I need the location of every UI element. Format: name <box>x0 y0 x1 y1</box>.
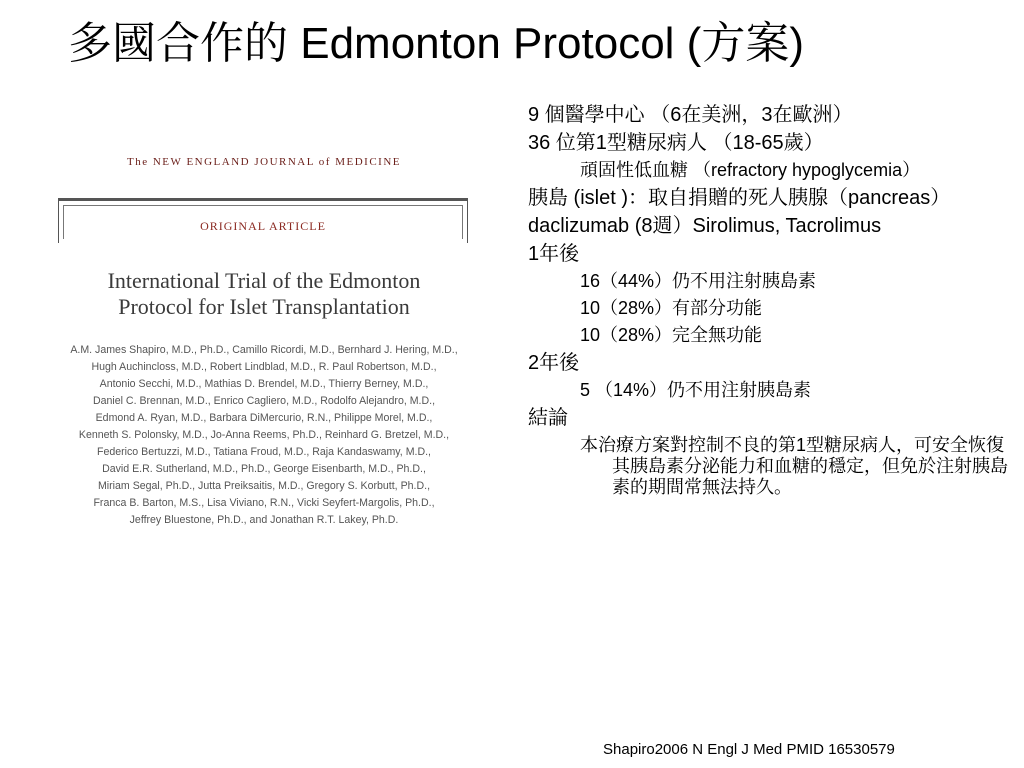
article-section-box-inner <box>63 205 463 239</box>
author-line: Jeffrey Bluestone, Ph.D., and Jonathan R.T. Lakey, Ph.D. <box>129 514 399 526</box>
sub-bullet-item: 10（28%）完全無功能 <box>580 325 763 345</box>
slide-title: 多國合作的 Edmonton Protocol (方案) <box>68 19 804 68</box>
article-section-label: ORIGINAL ARTICLE <box>200 219 326 233</box>
article-title-line: Protocol for Islet Transplantation <box>118 294 410 319</box>
article-section-box <box>58 198 468 243</box>
article-title <box>55 268 473 320</box>
article-authors <box>55 342 473 529</box>
author-line: Miriam Segal, Ph.D., Jutta Preiksaitis, M.D., Gregory S. Korbutt, Ph.D., <box>97 480 431 492</box>
sub-bullet-item: 本治療方案對控制不良的第1型糖尿病人，可安全恢復其胰島素分泌能力和血糖的穩定，但免於注射胰島素的期間常無法持久。 <box>580 435 1008 497</box>
author-line: Antonio Secchi, M.D., Mathias D. Brendel, M.D., Thierry Berney, M.D., <box>99 378 429 390</box>
bullet-item: 2年後 <box>528 352 580 374</box>
bullet-item: 9 個醫學中心 （6在美洲，3在歐洲） <box>528 104 853 126</box>
sub-bullet-item: 16（44%）仍不用注射胰島素 <box>580 271 817 291</box>
article-title-line: International Trial of the Edmonton <box>107 268 421 293</box>
author-line: Kenneth S. Polonsky, M.D., Jo-Anna Reems, Ph.D., Reinhard G. Bretzel, M.D., <box>78 429 450 441</box>
journal-masthead: The NEW ENGLAND JOURNAL of MEDICINE <box>127 156 401 168</box>
bullet-list <box>528 104 1008 504</box>
bullet-item: 胰島 (islet )：取自捐贈的死人胰腺（pancreas） <box>528 187 951 209</box>
author-line: Federico Bertuzzi, M.D., Tatiana Froud, M.D., Raja Kandaswamy, M.D., <box>96 446 431 458</box>
author-line: David E.R. Sutherland, M.D., Ph.D., George Eisenbarth, M.D., Ph.D., <box>102 463 426 475</box>
author-line: Franca B. Barton, M.S., Lisa Viviano, R.N., Vicki Seyfert-Margolis, Ph.D., <box>93 497 435 509</box>
author-line: A.M. James Shapiro, M.D., Ph.D., Camillo Ricordi, M.D., Bernhard J. Hering, M.D., <box>70 344 458 356</box>
article-image <box>55 140 473 540</box>
bullet-item: 1年後 <box>528 243 580 265</box>
author-line: Edmond A. Ryan, M.D., Barbara DiMercurio, R.N., Philippe Morel, M.D., <box>95 412 433 424</box>
author-line: Daniel C. Brennan, M.D., Enrico Cagliero, M.D., Rodolfo Alejandro, M.D., <box>92 395 436 407</box>
author-line: Hugh Auchincloss, M.D., Robert Lindblad, M.D., R. Paul Robertson, M.D., <box>91 361 437 373</box>
citation: Shapiro2006 N Engl J Med PMID 16530579 <box>603 741 895 758</box>
bullet-item: 結論 <box>528 407 568 429</box>
bullet-item: 36 位第1型糖尿病人 （18-65歲） <box>528 132 824 154</box>
sub-bullet-item: 10（28%）有部分功能 <box>580 298 763 318</box>
bullet-item: daclizumab (8週）Sirolimus, Tacrolimus <box>528 215 882 237</box>
sub-bullet-item: 5 （14%）仍不用注射胰島素 <box>580 380 812 400</box>
sub-bullet-item: 頑固性低血糖 （refractory hypoglycemia） <box>580 160 921 180</box>
